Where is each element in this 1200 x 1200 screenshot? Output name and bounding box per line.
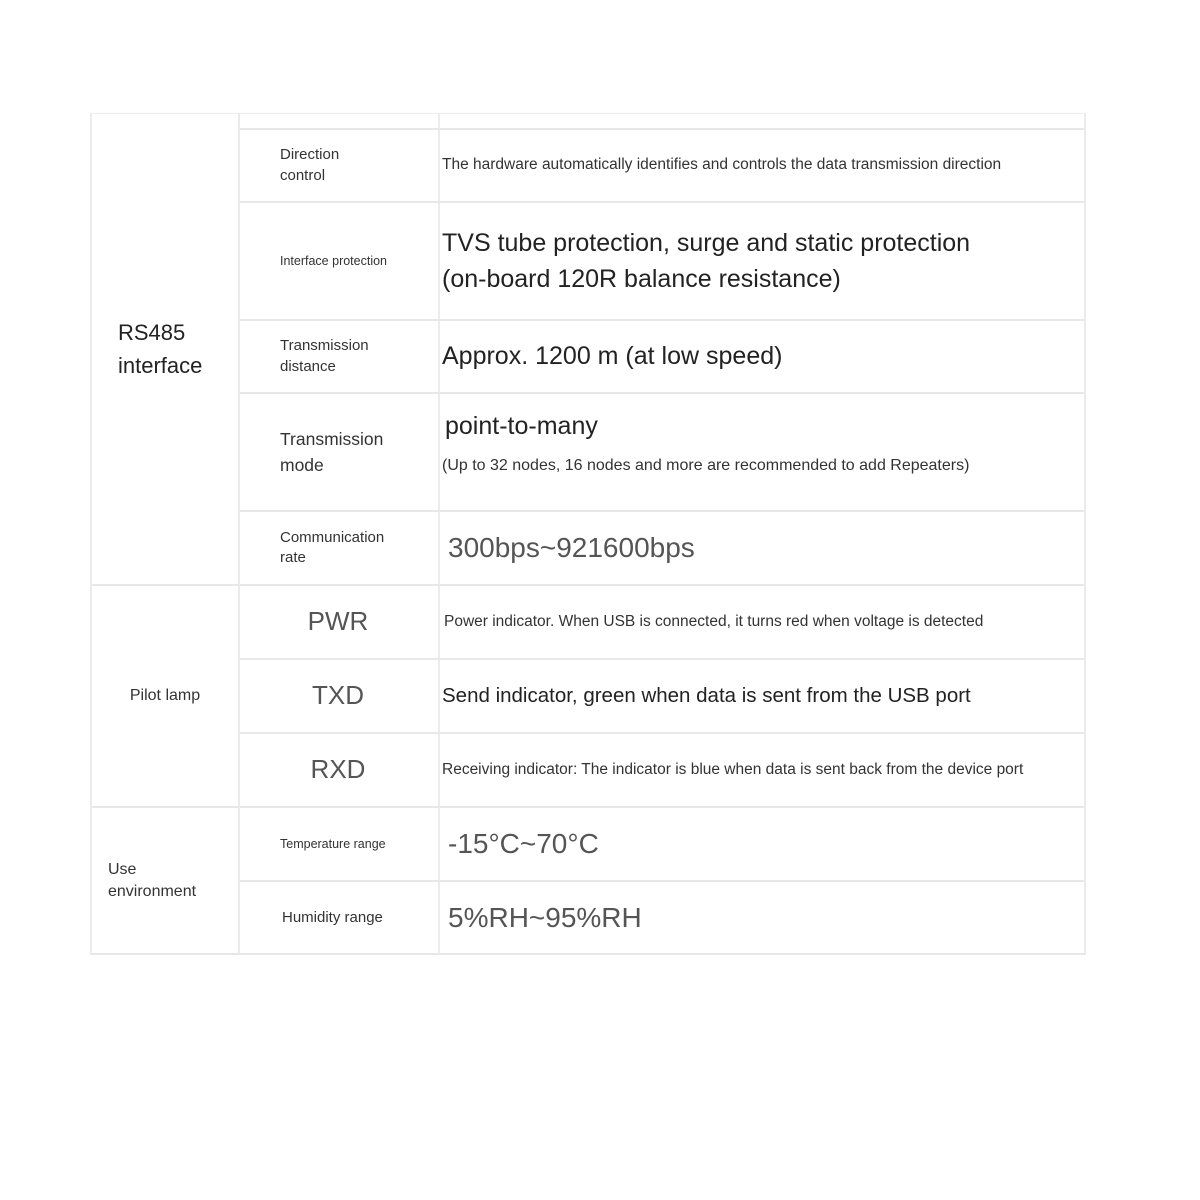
group-rs485-interface (92, 114, 240, 584)
table-row (240, 319, 1084, 392)
param-cell (240, 203, 440, 319)
table-row (240, 201, 1084, 319)
value-cell (442, 394, 1084, 510)
value-text-line1: TVS tube protection, surge and static protection (442, 228, 971, 257)
value-cell (442, 130, 1084, 201)
param-cell (240, 808, 440, 880)
param-cell (240, 394, 440, 510)
param-cell (240, 130, 440, 201)
value-text: 300bps~921600bps (448, 531, 695, 563)
spec-table (90, 113, 1086, 955)
value-text: The hardware automatically identifies and controls the data transmission direction (442, 156, 1002, 174)
value-cell (442, 586, 1084, 658)
group-label: Pilot lamp (129, 687, 201, 704)
value-text: -15°C~70°C (448, 827, 599, 859)
value-note: (Up to 32 nodes, 16 nodes and more are recommended to add Repeaters) (442, 457, 970, 475)
table-row (240, 880, 1084, 954)
table-row (240, 392, 1084, 510)
table-row (240, 510, 1084, 584)
param-cell (240, 512, 440, 584)
value-cell (442, 882, 1084, 954)
value-text: Send indicator, green when data is sent from the USB port (442, 684, 971, 708)
value-cell (442, 660, 1084, 732)
value-cell (442, 734, 1084, 806)
table-row (240, 128, 1084, 201)
param-label: Transmission mode (280, 428, 384, 475)
group-pilot-lamp (92, 584, 240, 806)
param-label: RXD (310, 754, 366, 785)
param-cell (240, 882, 440, 954)
value-text: Receiving indicator: The indicator is blue when data is sent back from the device port (442, 760, 1024, 778)
table-row (240, 114, 1084, 128)
table-row (240, 732, 1084, 806)
param-label: Interface protection (280, 253, 388, 268)
value-cell (442, 321, 1084, 392)
param-cell (240, 321, 440, 392)
param-label: Communication rate (280, 528, 385, 566)
param-cell (240, 586, 440, 658)
param-label: PWR (307, 606, 369, 637)
param-label: TXD (312, 680, 364, 711)
value-cell (442, 203, 1084, 319)
value-text: point-to-many (445, 412, 598, 440)
value-text: Approx. 1200 m (at low speed) (442, 342, 783, 371)
table-row (240, 584, 1084, 658)
value-cell (442, 512, 1084, 584)
table-row (240, 658, 1084, 732)
param-label: Direction control (280, 146, 340, 184)
table-row (240, 806, 1084, 880)
param-label: Humidity range (282, 908, 383, 926)
value-text-line2: (on-board 120R balance resistance) (442, 265, 841, 293)
param-label: Transmission distance (280, 337, 369, 375)
value-cell (442, 808, 1084, 880)
param-label: Temperature range (280, 836, 386, 851)
value-text: 5%RH~95%RH (448, 901, 642, 933)
param-cell (240, 734, 440, 806)
value-text: Power indicator. When USB is connected, it turns red when voltage is detected (444, 612, 984, 630)
param-cell (240, 114, 440, 128)
param-cell (240, 660, 440, 732)
group-label: RS485 interface (118, 320, 203, 378)
group-use-environment (92, 806, 240, 954)
group-label: Use environment (108, 860, 197, 900)
